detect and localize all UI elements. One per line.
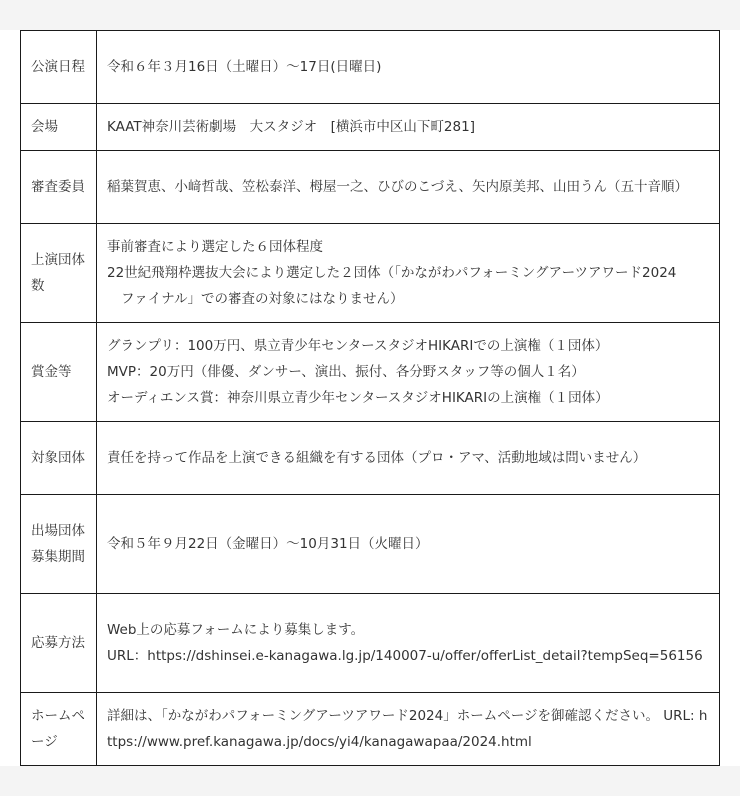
event-info-table xyxy=(20,30,720,766)
table-row xyxy=(21,31,720,104)
table-row xyxy=(21,422,720,495)
value-line: グランプリ：100万円、県立青少年センタースタジオHIKARIでの上演権（１団体） xyxy=(107,338,609,354)
row-label: 対象団体 xyxy=(21,422,97,495)
value-line: KAAT神奈川芸術劇場 大スタジオ [横浜市中区山下町281] xyxy=(107,119,475,135)
content-panel xyxy=(0,30,740,766)
table-row xyxy=(21,693,720,766)
application-url-link[interactable]: URL：https://dshinsei.e-kanagawa.lg.jp/140007-u/offer/offerList_detail?tempSeq=56156 xyxy=(107,648,703,664)
value-line: 稲葉賀恵、小﨑哲哉、笠松泰洋、栂屋一之、ひびのこづえ、矢内原美邦、山田うん（五十音順） xyxy=(107,179,689,195)
row-value xyxy=(97,693,720,766)
value-line: 事前審査により選定した６団体程度 xyxy=(107,239,323,255)
value-line: 令和５年９月22日（金曜日）〜10月31日（火曜日） xyxy=(107,536,429,552)
value-line: 令和６年３月16日（土曜日）〜17日(日曜日) xyxy=(107,59,382,75)
row-value xyxy=(97,323,720,422)
table-row xyxy=(21,323,720,422)
value-line: MVP：20万円（俳優、ダンサー、演出、振付、各分野スタッフ等の個人１名） xyxy=(107,364,585,380)
row-label: ホームページ xyxy=(21,693,97,766)
row-value xyxy=(97,594,720,693)
row-label: 応募方法 xyxy=(21,594,97,693)
table-row xyxy=(21,495,720,594)
table-row xyxy=(21,151,720,224)
value-line: Web上の応募フォームにより募集します。 xyxy=(107,622,365,638)
row-value xyxy=(97,31,720,104)
value-line: 22世紀飛翔枠選抜大会により選定した２団体（「かながわパフォーミングアーツアワード2024 xyxy=(107,265,677,281)
table-row xyxy=(21,104,720,151)
table-row xyxy=(21,224,720,323)
row-label: 出場団体募集期間 xyxy=(21,495,97,594)
row-value xyxy=(97,495,720,594)
row-label: 上演団体数 xyxy=(21,224,97,323)
value-line: 責任を持って作品を上演できる組織を有する団体（プロ・アマ、活動地域は問いません） xyxy=(107,450,647,466)
table-row xyxy=(21,594,720,693)
row-value xyxy=(97,104,720,151)
value-line: ファイナル」での審査の対象にはなりません） xyxy=(121,291,404,307)
row-label: 会場 xyxy=(21,104,97,151)
row-label: 審査委員 xyxy=(21,151,97,224)
value-line: オーディエンス賞：神奈川県立青少年センタースタジオHIKARIの上演権（１団体） xyxy=(107,390,609,406)
row-label: 賞金等 xyxy=(21,323,97,422)
homepage-url-link[interactable]: 詳細は、「かながわパフォーミングアーツアワード2024」ホームページを御確認ください。 URL: https://www.pref.kanagawa.jp/docs/yi4/kanagawapaa/2024.html xyxy=(107,708,708,750)
row-value xyxy=(97,224,720,323)
row-label: 公演日程 xyxy=(21,31,97,104)
row-value xyxy=(97,422,720,495)
row-value xyxy=(97,151,720,224)
